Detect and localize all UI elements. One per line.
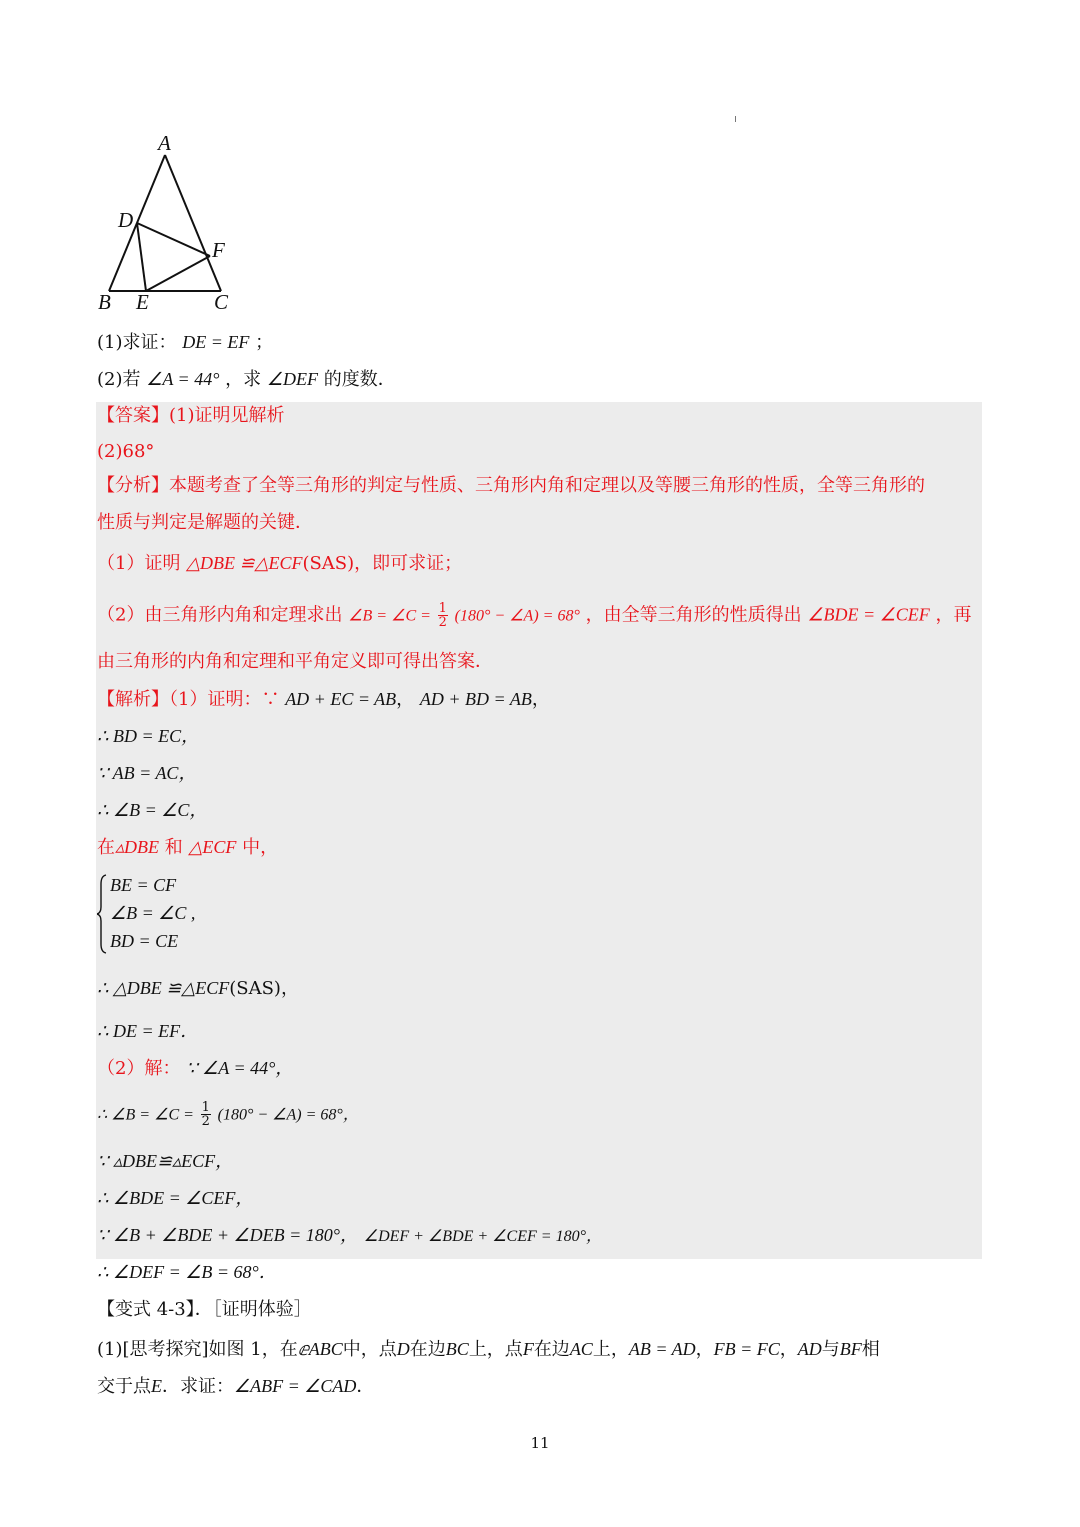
question-1 [97, 330, 273, 355]
fraction-one-half [438, 602, 448, 629]
solution-line-6 [97, 976, 299, 1001]
analysis-line-1 [97, 474, 925, 498]
s9-denominator: 2 [201, 1114, 210, 1129]
v1-a: (1)[思考探究]如图 1，在 [97, 1339, 298, 1360]
q1-suffix: ； [255, 332, 274, 353]
s5-and: 和 [164, 837, 183, 858]
system-row-2: ∠B = ∠C , [110, 903, 196, 923]
q1-prefix: (1)求证： [97, 332, 177, 353]
v1-eq1: AB = AD [628, 1339, 696, 1359]
analysis-p2-end: ，再 [935, 604, 972, 626]
q2-prefix: (2)若 [97, 369, 141, 390]
v1-ac: AC [569, 1339, 593, 1359]
analysis-line-last: 由三角形的内角和定理和平角定义即可得出答案． [97, 651, 493, 672]
solution-tag: 【解析】 [97, 689, 169, 710]
scan-mark [735, 116, 736, 122]
label-f: F [212, 238, 225, 262]
system-row-3: BD = CE [110, 931, 179, 951]
variant-line-2 [97, 1374, 374, 1399]
solution-line-3: ∵ AB = AC， [97, 763, 197, 783]
solution-line-1 [97, 687, 550, 712]
analysis-part-2 [97, 602, 971, 629]
analysis-line-2: 性质与判定是解题的关键． [97, 512, 313, 533]
s9-numerator: 1 [201, 1100, 210, 1115]
v1-point-f: F [522, 1339, 534, 1359]
variant-title: 【变式 4-3】．［证明体验］ [97, 1299, 312, 1320]
s12-expr-a: ∵ ∠B + ∠BDE + ∠DEB = 180°， [97, 1225, 358, 1245]
label-a: A [158, 131, 171, 155]
solution-s1-expr2: AD + BD = AB [419, 689, 532, 709]
analysis-p2-prefix: （2）由三角形内角和定理求出 [97, 604, 343, 626]
v1-d: 上，点 [468, 1339, 523, 1360]
variant-line-1 [97, 1337, 880, 1362]
analysis-p1-sas: (SAS) [302, 553, 355, 574]
triangle-figure [94, 128, 244, 318]
equation-system [97, 872, 297, 958]
solution-line-4: ∴ ∠B = ∠C， [97, 800, 208, 820]
solution-line-12 [97, 1223, 602, 1249]
analysis-p1-suffix: ，即可求证； [354, 553, 463, 574]
v1-g: 与 [821, 1339, 840, 1360]
s6-sas: (SAS) [229, 978, 281, 999]
s5-prefix: 在 [97, 837, 115, 858]
s5-suffix: 中， [242, 837, 279, 858]
q2-suffix: 的度数． [323, 369, 396, 390]
v1-c: 在边 [409, 1339, 446, 1360]
label-b: B [98, 290, 111, 314]
system-row-1: BE = CF [110, 875, 177, 895]
s5-triangle-1: ▵DBE [115, 837, 160, 857]
solution-line-11: ∴ ∠BDE = ∠CEF， [97, 1188, 254, 1208]
v1-triangle: ⅇABC [297, 1339, 343, 1359]
v2-a: 交于点 [97, 1376, 151, 1397]
solution-line-7: ∴ DE = EF． [97, 1021, 199, 1041]
v1-point-d: D [396, 1339, 410, 1359]
analysis-p2-expr-b: (180° − ∠A) = 68° [454, 607, 580, 625]
analysis-p1-prefix: （1）证明 [97, 553, 181, 574]
answer-tag: 【答案】 [97, 405, 169, 426]
side-ac [165, 155, 221, 291]
q2-mid: ，求 [225, 369, 262, 390]
page-number: 11 [530, 1434, 550, 1452]
question-2 [97, 367, 396, 392]
analysis-p2-mid: ，由全等三角形的性质得出 [585, 604, 802, 626]
s8-prefix: （2）解： [97, 1058, 181, 1079]
v1-bc: BC [445, 1339, 469, 1359]
analysis-p1-expr: △DBE ≌△ECF [186, 553, 303, 573]
answer-part-1: (1)证明见解析 [169, 405, 285, 426]
solution-comma: ， [396, 689, 415, 710]
v1-bf: BF [839, 1339, 862, 1359]
solution-line-8 [97, 1056, 293, 1081]
label-e: E [136, 290, 149, 314]
q2-target: ∠DEF [266, 369, 318, 389]
solution-s1-expr1: AD + EC = AB [285, 689, 397, 709]
v2-c: ． [356, 1376, 375, 1397]
analysis-text-1: 本题考查了全等三角形的判定与性质、三角形内角和定理以及等腰三角形的性质，全等三角形的 [169, 475, 925, 496]
left-brace [97, 874, 107, 954]
label-c: C [214, 290, 229, 314]
q1-expr: DE = EF [182, 332, 250, 352]
solution-comma-2: ， [531, 689, 550, 710]
s8-expr: ∵ ∠A = 44°， [186, 1058, 294, 1078]
segment-de [137, 223, 146, 291]
s6-expr: ∴ △DBE ≌△ECF [97, 978, 230, 998]
solution-line-2: ∴ BD = EC， [97, 726, 200, 746]
v1-comma: ， [695, 1339, 714, 1360]
q2-condition: ∠A = 44° [146, 369, 220, 389]
s6-suffix: ， [280, 978, 299, 999]
v1-h: 相 [861, 1339, 880, 1360]
analysis-p2-expr-a: ∠B = ∠C = [348, 607, 431, 625]
v1-e: 在边 [533, 1339, 570, 1360]
v2-point-e: E [151, 1376, 162, 1396]
v1-eq2: FB = FC [713, 1339, 780, 1359]
solution-s1-prefix: （1）证明：∵ [169, 689, 280, 710]
v2-eq: ∠ABF = ∠CAD [234, 1376, 357, 1396]
analysis-part-1 [97, 551, 462, 576]
triangle-diagram [94, 128, 244, 318]
v1-f: 上， [592, 1339, 629, 1360]
answer-line-2: (2)68° [97, 441, 155, 462]
solution-line-10: ∵ ▵DBE≌▵ECF， [97, 1151, 234, 1171]
s5-triangle-2: △ECF [188, 837, 237, 857]
v2-b: ．求证： [162, 1376, 234, 1397]
v1-ad: AD [797, 1339, 822, 1359]
answer-line-1 [97, 404, 285, 428]
segment-ef [146, 256, 210, 291]
analysis-tag: 【分析】 [97, 475, 169, 496]
v1-comma-2: ， [779, 1339, 798, 1360]
solution-line-9 [97, 1101, 359, 1128]
analysis-p2-expr-c: ∠BDE = ∠CEF [807, 604, 930, 625]
fraction-one-half-2 [201, 1101, 211, 1128]
fraction-numerator: 1 [438, 601, 447, 616]
s12-expr-b: ∠DEF + ∠BDE + ∠CEF = 180°， [363, 1228, 602, 1245]
s9-expr-a: ∴ ∠B = ∠C = [97, 1106, 194, 1124]
s9-expr-b: (180° − ∠A) = 68°， [217, 1106, 359, 1124]
solution-line-13: ∴ ∠DEF = ∠B = 68°． [97, 1262, 277, 1282]
label-d: D [118, 208, 134, 232]
fraction-denominator: 2 [438, 615, 447, 630]
v1-b: 中，点 [342, 1339, 397, 1360]
solution-line-5 [97, 835, 278, 860]
